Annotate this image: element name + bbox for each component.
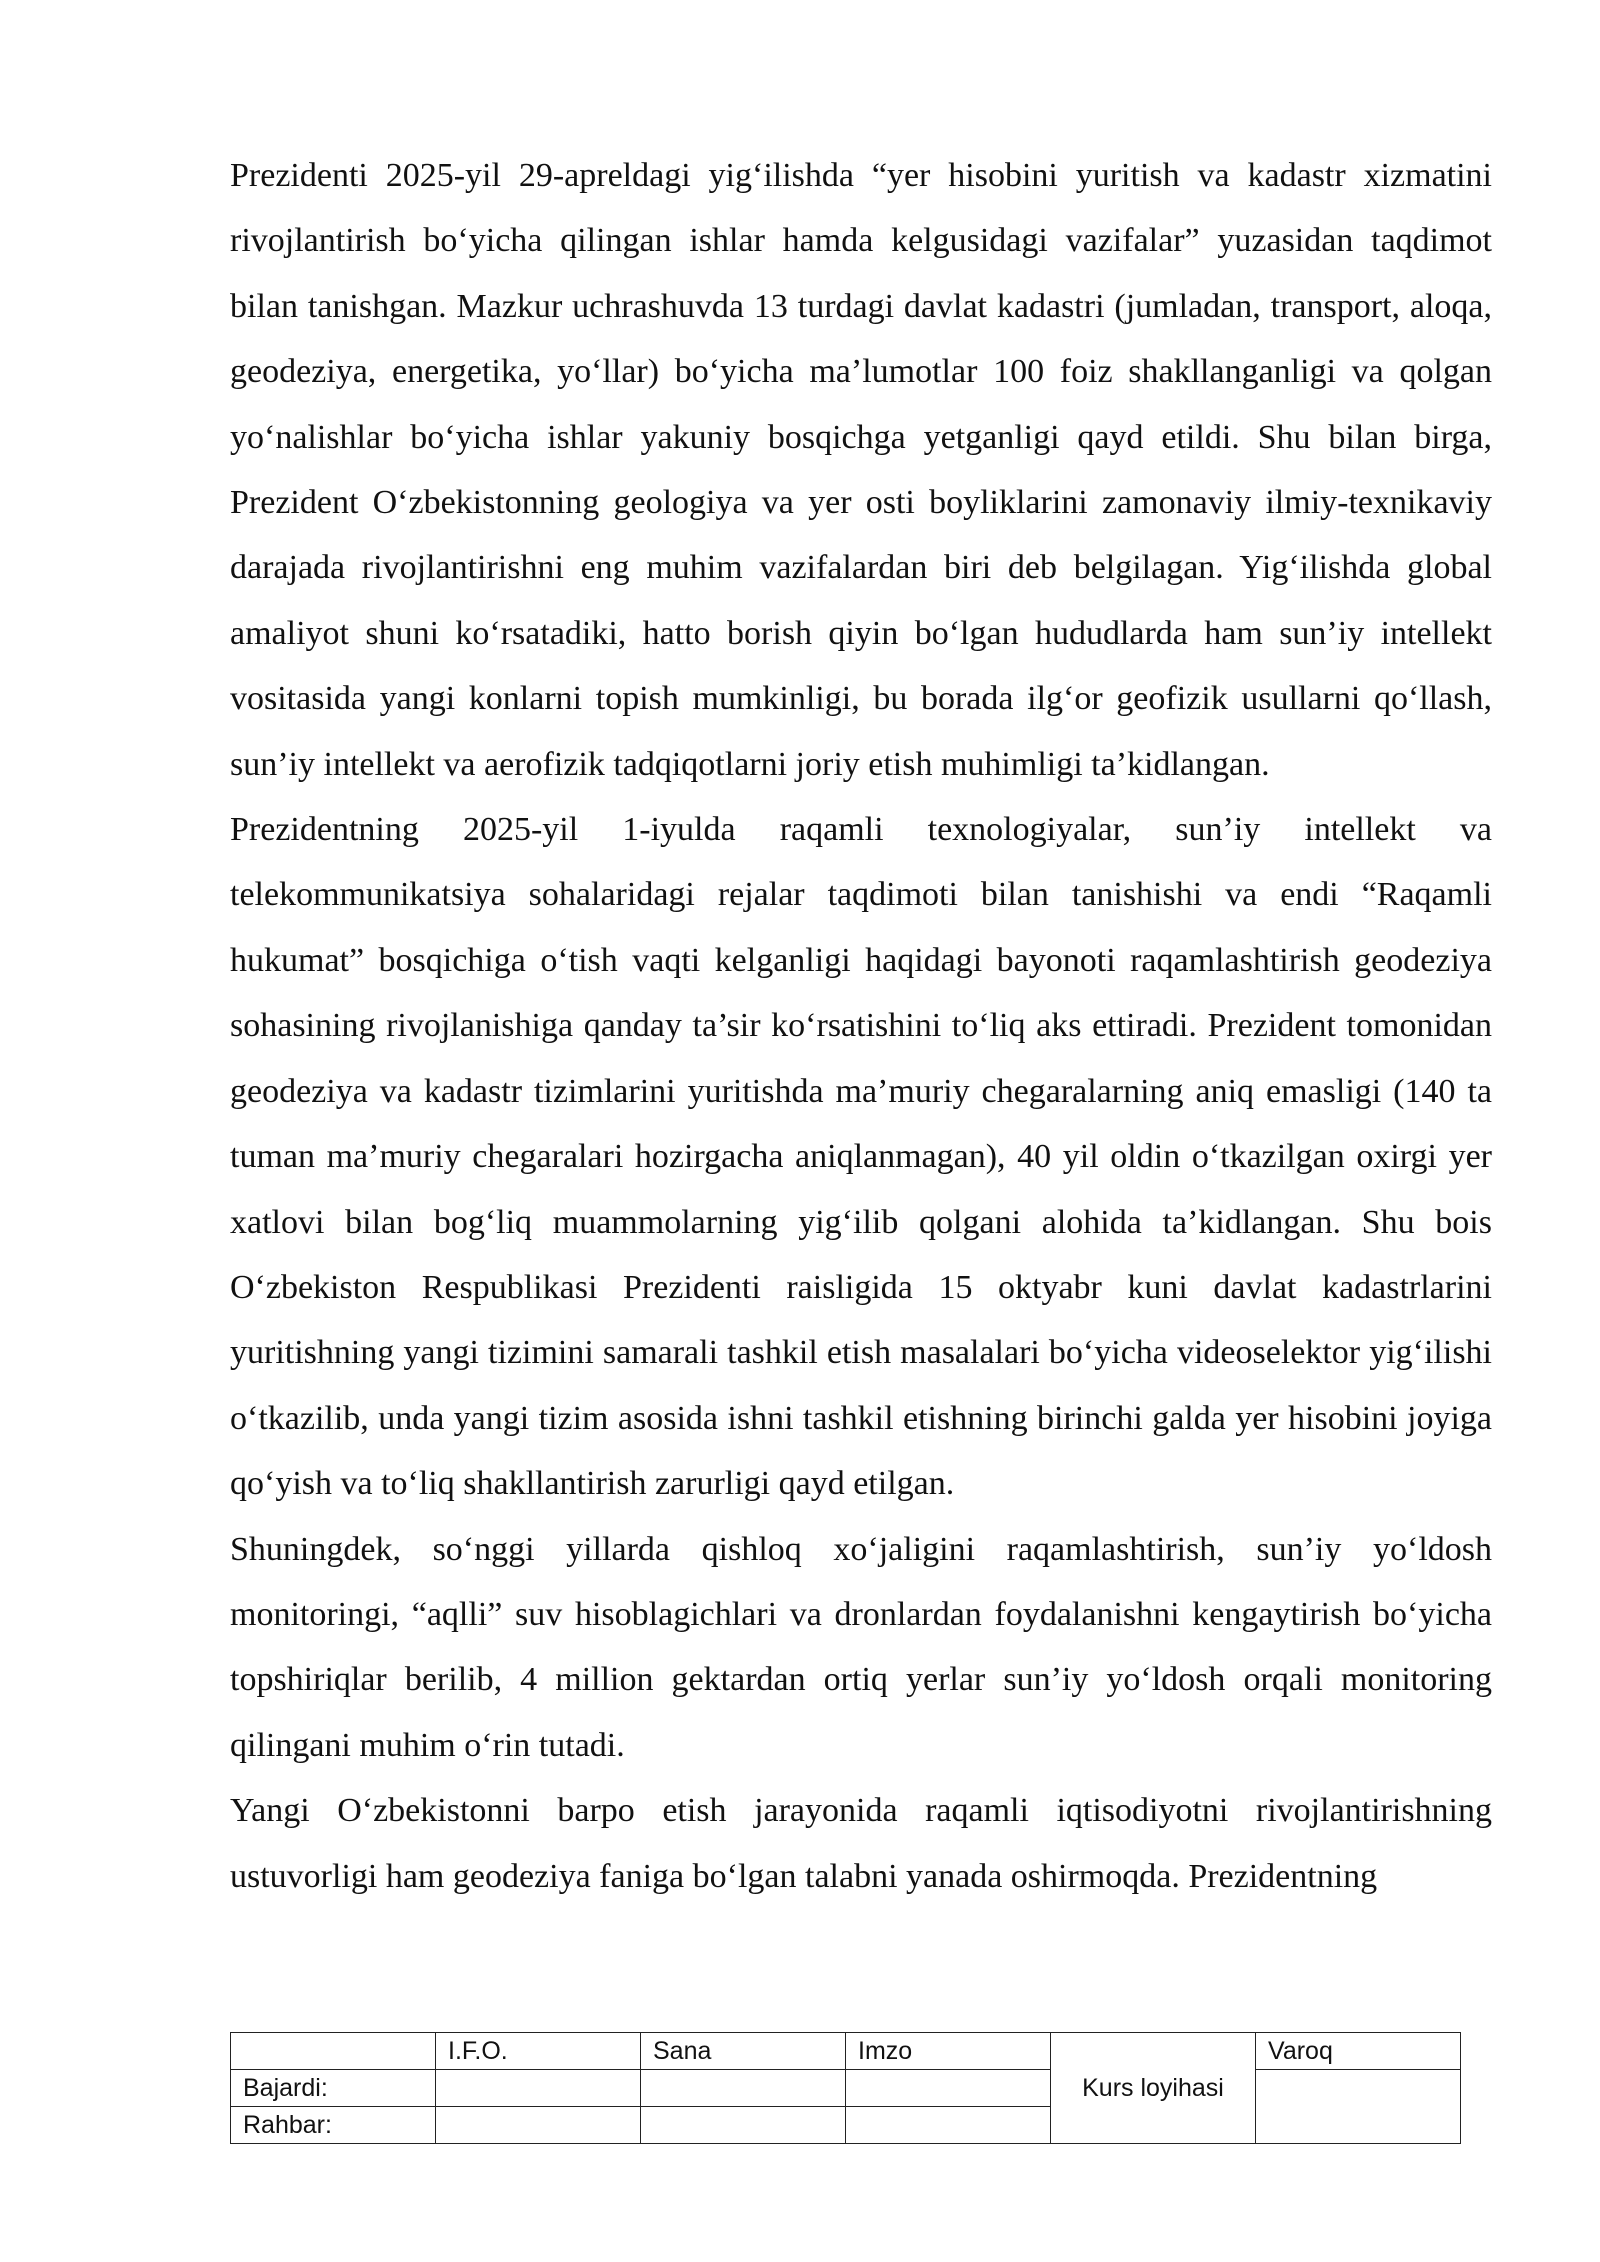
bajardi-ifo-cell [436,2070,641,2107]
varoq-header: Varoq [1256,2033,1461,2070]
bajardi-sana-cell [641,2070,846,2107]
bajardi-label: Bajardi: [231,2070,436,2107]
rahbar-imzo-cell [846,2107,1051,2144]
title-block-header-row [231,2033,1461,2070]
rahbar-ifo-cell [436,2107,641,2144]
ifo-header: I.F.O. [436,2033,641,2070]
rahbar-sana-cell [641,2107,846,2144]
sana-header: Sana [641,2033,846,2070]
paragraph-3: Shuningdek, so‘nggi yillarda qishloq xo‘jaligini raqamlashtirish, sun’iy yo‘ldosh monitoringi, “aqlli” suv hisoblagichlari va dronlardan foydalanishni kengaytirish bo‘yicha topshiriqlar berilib, 4 million gektardan ortiq yerlar sun’iy yo‘ldosh orqali monitoring qilingani muhim o‘rin tutadi. [230,1530,1492,1764]
title-block-table [230,2032,1461,2144]
paragraph-4: Yangi O‘zbekistonni barpo etish jarayonida raqamli iqtisodiyotni rivojlantirishning ustuvorligi ham geodeziya faniga bo‘lgan talabni yanada oshirmoqda. Prezidentning [230,1792,1492,1895]
title-block-row-bajardi [231,2070,1461,2107]
bajardi-imzo-cell [846,2070,1051,2107]
paragraph-2: Prezidentning 2025-yil 1-iyulda raqamli texnologiyalar, sun’iy intellekt va telekommunikatsiya sohalaridagi rejalar taqdimoti bilan tanishishi va endi “Raqamli hukumat” bosqichiga o‘tish vaqti kelganligi haqidagi bayonoti raqamlashtirish geodeziya sohasining rivojlanishiga qanday ta’sir ko‘rsatishini to‘liq aks ettiradi. Prezident tomonidan geodeziya va kadastr tizimlarini yuritishda ma’muriy chegaralarning aniq emasligi (140 ta tuman ma’muriy chegaralari hozirgacha aniqlanmagan), 40 yil oldin o‘tkazilgan oxirgi yer xatlovi bilan bog‘liq muammolarning yig‘ilib qolgani alohida ta’kidlangan. Shu bois O‘zbekiston Respublikasi Prezidenti raisligida 15 oktyabr kuni davlat kadastrlarini yuritishning yangi tizimini samarali tashkil etish masalalari bo‘yicha videoselektor yig‘ilishi o‘tkazilib, unda yangi tizim asosida ishni tashkil etishning birinchi galda yer hisobini joyiga qo‘yish va to‘liq shakllantirish zarurligi qayd etilgan. [230,811,1492,1503]
varoq-value-cell [1256,2070,1461,2144]
rahbar-label: Rahbar: [231,2107,436,2144]
imzo-header: Imzo [846,2033,1051,2070]
title-block-empty-cell [231,2033,436,2070]
paragraph-1: Prezidenti 2025-yil 29-apreldagi yig‘ilishda “yer hisobini yuritish va kadastr xizmatini rivojlantirish bo‘yicha qilingan ishlar hamda kelgusidagi vazifalar” yuzasidan taqdimot bilan tanishgan. Mazkur uchrashuvda 13 turdagi davlat kadastri (jumladan, transport, aloqa, geodeziya, energetika, yo‘llar) bo‘yicha ma’lumotlar 100 foiz shakllanganligi va qolgan yo‘nalishlar bo‘yicha ishlar yakuniy bosqichga yetganligi qayd etildi. Shu bilan birga, Prezident O‘zbekistonning geologiya va yer osti boyliklarini zamonaviy ilmiy-texnikaviy darajada rivojlantirishni eng muhim vazifalardan biri deb belgilagan. Yig‘ilishda global amaliyot shuni ko‘rsatadiki, hatto borish qiyin bo‘lgan hududlarda ham sun’iy intellekt vositasida yangi konlarni topish mumkinligi, bu borada ilg‘or geofizik usullarni qo‘llash, sun’iy intellekt va aerofizik tadqiqotlarni joriy etish muhimligi ta’kidlangan. [230,157,1492,783]
document-body [230,143,1492,1909]
work-title-cell: Kurs loyihasi [1051,2033,1256,2144]
